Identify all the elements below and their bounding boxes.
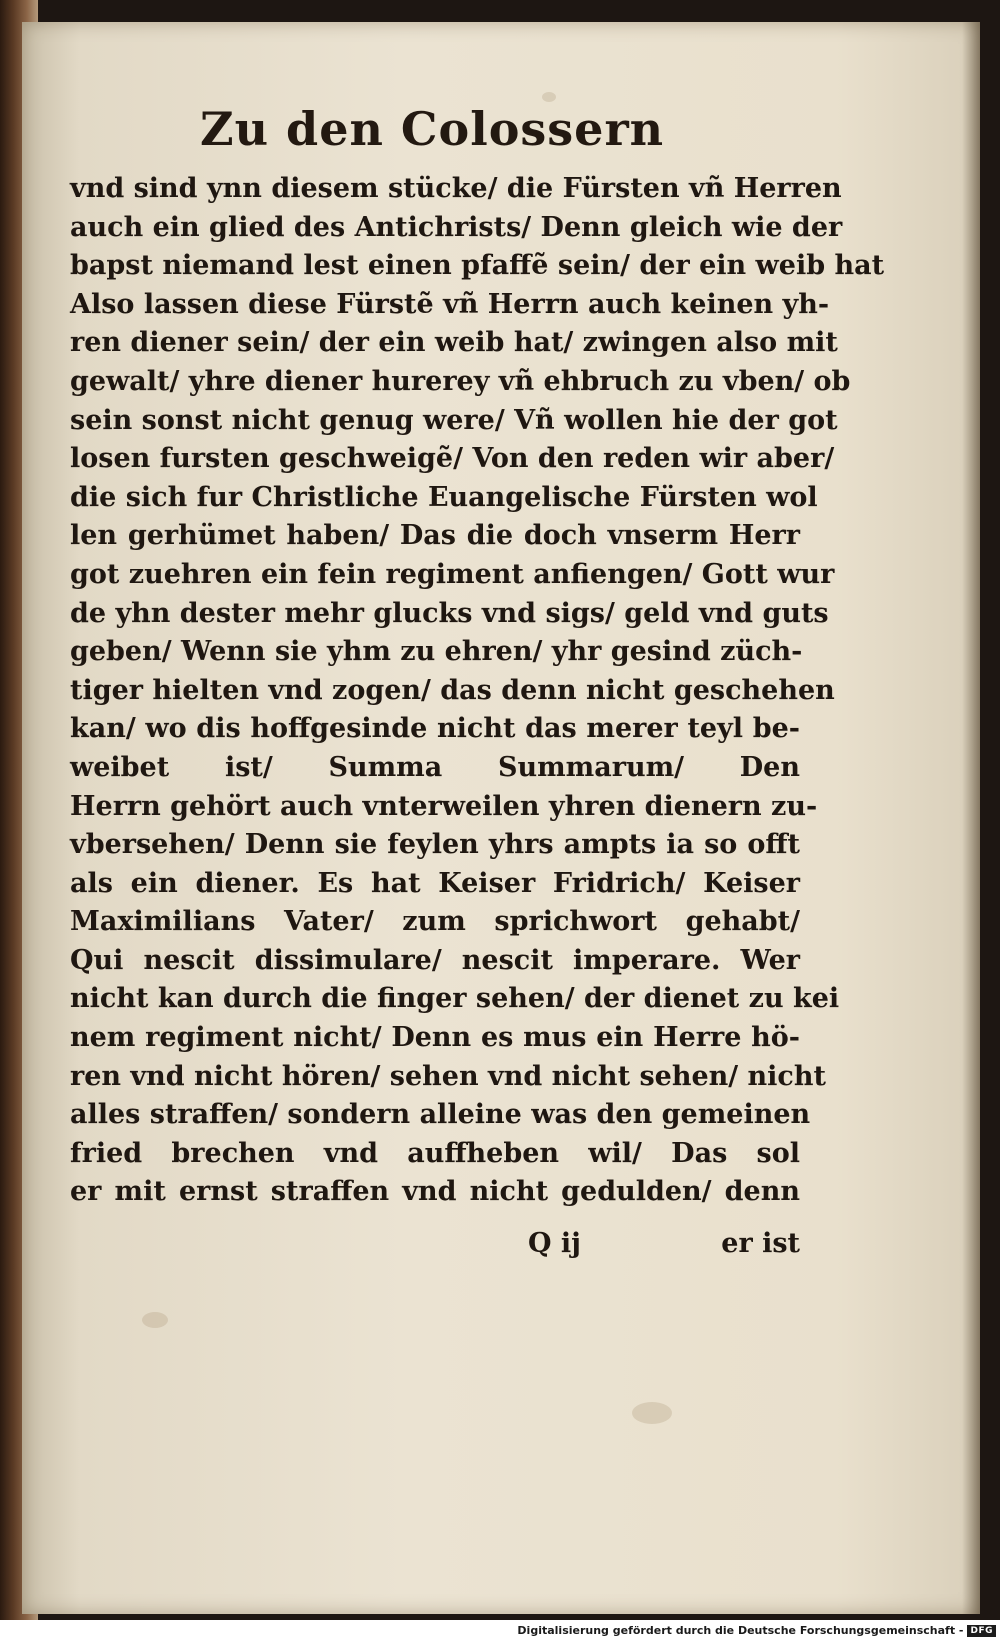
dfg-logo: DFG	[967, 1625, 996, 1637]
text-line: die sich fur Christliche Euangelische Fürsten wol	[70, 481, 818, 513]
text-line: ren vnd nicht hören/ sehen vnd nicht sehen/ nicht	[70, 1060, 826, 1092]
text-line: ren diener sein/ der ein weib hat/ zwingen also mit	[70, 327, 838, 359]
text-line: tiger hielten vnd zogen/ das denn nicht geschehen	[70, 674, 835, 706]
text-line: Herrn gehört auch vnterweilen yhren dienern zu-	[70, 790, 818, 822]
text-line: vbersehen/ Denn sie feylen yhrs ampts ia so offt	[70, 829, 800, 861]
text-line: gewalt/ yhre diener hurerey vñ ehbruch zu vben/ ob	[70, 365, 851, 397]
text-line: losen fursten geschweigẽ/ Von den reden wir aber/	[70, 443, 835, 475]
text-line: sein sonst nicht genug were/ Vñ wollen hie der got	[70, 404, 838, 436]
paper-stain	[632, 1402, 672, 1424]
text-line: fried brechen vnd auffheben wil/ Das sol	[70, 1137, 800, 1169]
text-line: got zuehren ein fein regiment anfiengen/ Gott wur	[70, 558, 835, 590]
text-line: geben/ Wenn sie yhm zu ehren/ yhr gesind züch-	[70, 636, 803, 668]
body-text	[70, 170, 885, 1212]
paper-stain	[542, 92, 556, 102]
text-line: er mit ernst straffen vnd nicht gedulden/ denn	[70, 1176, 800, 1208]
digitization-footer	[0, 1620, 1000, 1641]
text-line: len gerhümet haben/ Das die doch vnserm Herr	[70, 520, 800, 552]
text-line: alles straffen/ sondern alleine was den gemeinen	[70, 1099, 811, 1131]
text-line: Also lassen diese Fürstẽ vñ Herrn auch keinen yh-	[70, 288, 830, 320]
signature-mark: Q ij	[528, 1228, 581, 1259]
funding-credit: Digitalisierung gefördert durch die Deutsche Forschungsgemeinschaft -	[517, 1624, 964, 1637]
text-line: Maximilians Vater/ zum sprichwort gehabt/	[70, 906, 800, 938]
page-edge-shadow	[962, 22, 980, 1614]
text-line: bapst niemand lest einen pfaffẽ sein/ der ein weib hat	[70, 250, 885, 282]
text-line: nicht kan durch die finger sehen/ der dienet zu kei	[70, 983, 840, 1015]
text-line: nem regiment nicht/ Denn es mus ein Herre hö-	[70, 1022, 800, 1054]
text-line: vnd sind ynn diesem stücke/ die Fürsten vñ Herren	[70, 173, 842, 204]
text-line: de yhn dester mehr glucks vnd sigs/ geld vnd guts	[70, 597, 829, 629]
text-line: Qui nescit dissimulare/ nescit imperare. Wer	[70, 944, 800, 976]
text-line: weibet ist/ Summa Summarum/ Den	[70, 751, 800, 783]
paper-stain	[142, 1312, 168, 1328]
running-head: Zu den Colossern	[200, 102, 665, 156]
catchword: er ist	[721, 1228, 800, 1259]
text-line: auch ein glied des Antichrists/ Denn gleich wie der	[70, 211, 843, 243]
page-footer-marks	[528, 1228, 800, 1259]
text-line: kan/ wo dis hoffgesinde nicht das merer teyl be-	[70, 713, 800, 745]
text-line: als ein diener. Es hat Keiser Fridrich/ Keiser	[70, 867, 800, 899]
